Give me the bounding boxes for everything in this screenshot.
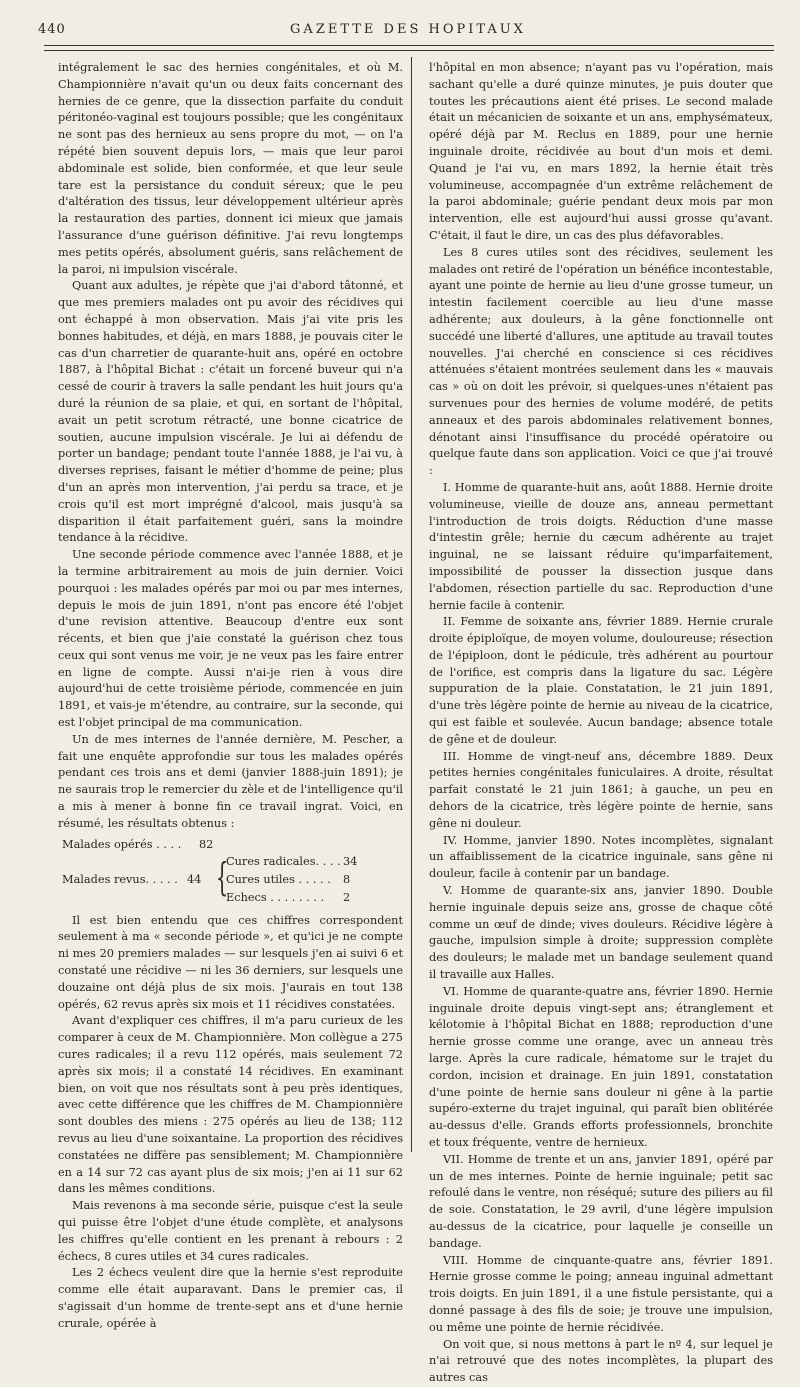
table-row-value: 82 <box>199 837 214 851</box>
table-subrow-value: 8 <box>343 872 351 886</box>
paragraph: On voit que, si nous mettons à part le nº 4, sur lequel je n'ai retrouvé que des notes incomplètes, la plupart des autres cas <box>429 1337 773 1385</box>
right-column <box>429 60 773 1387</box>
paragraph: Mais revenons à ma seconde série, puisque c'est la seule qui puisse être l'objet d'une étude complète, et analysons les chiffres qu'elle contient en les prenant à rebours : 2 échecs, 8 cures utiles et 34 cures radicales. <box>58 1199 403 1263</box>
observation-item: VIII. Homme de cinquante-quatre ans, février 1891. Hernie grosse comme le poing; anneau inguinal admettant trois doigts. En juin 1891, il a une fistule persistante, qui a donné passage à des fils de soie; je trouve une impulsion, ou même une pointe de hernie récidivée. <box>429 1253 773 1334</box>
observation-item: VI. Homme de quarante-quatre ans, février 1890. Hernie inguinale droite depuis vingt-sept ans; étranglement et kélotomie à l'hôpital Bichat en 1888; reproduction d'une hernie grosse comme une orange, avec un anneau très large. Après la cure radicale, hématome sur le trajet du cordon, incision et drainage. En juin 1891, constatation d'une pointe de hernie sans douleur ni gêne à la partie supéro-externe du trajet inguinal, qui paraît bien oblitérée au-dessus d'elle. Grands efforts professionnels, bronchite et toux fréquente, ventre de hernieux. <box>429 984 773 1149</box>
table-subrow-label: Echecs . . . . . . . . <box>226 890 325 904</box>
table-row-label: Malades revus. . . . . <box>62 872 178 886</box>
paragraph: Les 2 échecs veulent dire que la hernie s'est reproduite comme elle était auparavant. Dans le premier cas, il s'agissait d'un homme de trente-sept ans et d'une hernie crurale, opérée à <box>58 1266 403 1330</box>
observation-item: I. Homme de quarante-huit ans, août 1888. Hernie droite volumineuse, vieille de douze ans, anneau permettant l'introduction de trois doigts. Réduction d'une masse d'intestin grêle; hernie du cæcum adhérente au trajet inguinal, ne se laissant réduire qu'imparfaitement, impossibilité de pousser la dissection jusque dans l'abdomen, résection partielle du sac. Reproduction d'une hernie facile à contenir. <box>429 480 773 612</box>
header-rule-thick <box>44 45 774 46</box>
table-row-label: Malades opérés . . . . <box>62 837 182 851</box>
paragraph: Quant aux adultes, je répète que j'ai d'abord tâtonné, et que mes premiers malades ont pu avoir des récidives qui ont échappé à mon observation. Mais j'ai vite pris les bonnes habitudes, et déjà, en mars 1888, je pouvais citer le cas d'un charretier de quarante-huit ans, opéré en octobre 1887, à l'hôpital Bichat : c'était un forcené buveur qui n'a cessé de courir à travers la salle pendant les huit jours qu'a duré la réunion de sa plaie, et qui, en sortant de l'hôpital, avait un petit scrotum rétracté, une bonne cicatrice de soutien, aucune impulsion viscérale. Je lui ai défendu de porter un bandage; pendant toute l'année 1888, je l'ai vu, à diverses reprises, faisant le métier d'homme de peine; plus d'un an après mon intervention, j'ai perdu sa trace, et je crois qu'il est mort imprégné d'alcool, mais jusqu'à sa disparition il était parfaitement guéri, sans la moindre tendance à la récidive. <box>58 279 403 545</box>
left-column <box>58 60 403 1333</box>
header-rule-thin <box>44 50 774 51</box>
paragraph: Un de mes internes de l'année dernière, M. Pescher, a fait une enquête approfondie sur tous les malades opérés pendant ces trois ans et demi (janvier 1888-juin 1891); je ne saurais trop le remercier du zèle et de l'intelligence qu'il a mis à mener à bonne fin ce travail ingrat. Voici, en résumé, les résultats obtenus : <box>58 732 403 830</box>
table-subrow-label: Cures utiles . . . . . <box>226 872 331 886</box>
paragraph: intégralement le sac des hernies congénitales, et où M. Championnière n'avait qu'un ou deux faits concernant des hernies de ce genre, que la dissection parfaite du conduit péritonéo-vaginal est toujours possible; que les congénitaux ne sont pas des hernieux au sens propre du mot, — on l'a répété bien souvent depuis lors, — mais que leur paroi abdominale est solide, bien conformée, et que leur seule tare est la persistance du conduit séreux; que le peu d'altération des tissus, leur développement ultérieur après la restauration des parties, donnent ici mieux que jamais l'assurance d'une guérison définitive. J'ai revu longtemps mes petits opérés, absolument guéris, sans relâchement de la paroi, ni impulsion viscérale. <box>58 61 403 276</box>
table-row-value: 44 <box>187 872 202 886</box>
table-subrow-label: Cures radicales. . . . <box>226 854 341 868</box>
observation-item: IV. Homme, janvier 1890. Notes incomplètes, signalant un affaiblissement de la cicatrice inguinale, sans gêne ni douleur, facile à contenir par un bandage. <box>429 833 773 881</box>
observation-item: VII. Homme de trente et un ans, janvier 1891, opéré par un de mes internes. Pointe de hernie inguinale; petit sac refoulé dans le ventre, non réséqué; suture des piliers au fil de soie. Constatation, le 29 avril, d'une légère impulsion au-dessus de la cicatrice, pour laquelle je conseille un bandage. <box>429 1152 773 1250</box>
paragraph: Avant d'expliquer ces chiffres, il m'a paru curieux de les comparer à ceux de M. Championnière. Mon collègue a 275 cures radicales; il a revu 112 opérés, mais seulement 72 après six mois; il a constaté 14 récidives. En examinant bien, on voit que nos résultats sont à peu près identiques, avec cette différence que les chiffres de M. Championnière sont doubles des miens : 275 opérés au lieu de 138; 112 revus au lieu d'une soixantaine. La proportion des récidives constatées ne diffère pas sensiblement; M. Championnière en a 14 sur 72 cas ayant plus de six mois; j'en ai 11 sur 62 dans les mêmes conditions. <box>58 1014 403 1196</box>
observation-item: II. Femme de soixante ans, février 1889. Hernie crurale droite épiploïque, de moyen volume, douloureuse; résection de l'épiploon, dont le pédicule, très adhérent au pourtour de l'orifice, est compris dans la ligature du sac. Légère suppuration de la plaie. Constatation, le 21 juin 1891, d'une très légère pointe de hernie au niveau de la cicatrice, qui est faible et soulevée. Aucun bandage; absence totale de gêne et de douleur. <box>429 615 773 746</box>
brace-glyph: { <box>216 854 229 899</box>
paragraph: Il est bien entendu que ces chiffres correspondent seulement à ma « seconde période », et qu'ici je ne compte ni mes 20 premiers malades — sur lesquels j'en ai suivi 6 et constaté une récidive — ni les 36 derniers, sur lesquels une douzaine ont déjà plus de six mois. J'aurais en tout 138 opérés, 62 revus après six mois et 11 récidives constatées. <box>58 913 403 1011</box>
table-subrow-value: 2 <box>343 890 351 904</box>
paragraph: l'hôpital en mon absence; n'ayant pas vu l'opération, mais sachant qu'elle a duré quinze minutes, je puis douter que toutes les précautions aient été prises. Le second malade était un mécanicien de soixante et un ans, emphysémateux, opéré déjà par M. Reclus en 1889, pour une hernie inguinale droite, récidivée au bout d'un mois et demi. Quand je l'ai vu, en mars 1892, la hernie était très volumineuse, accompagnée d'un extrême relâchement de la paroi abdominale; guérie pendant deux mois par mon intervention, elle est aujourd'hui aussi grosse qu'avant. C'était, il faut le dire, un cas des plus défavorables. <box>429 61 773 242</box>
column-separator <box>411 57 412 1152</box>
observation-item: III. Homme de vingt-neuf ans, décembre 1889. Deux petites hernies congénitales funiculaires. A droite, résultat parfait constaté le 21 juin 1861; à gauche, un peu en dehors de la cicatrice, très légère pointe de hernie, sans gêne ni douleur. <box>429 749 773 830</box>
observation-item: V. Homme de quarante-six ans, janvier 1890. Double hernie inguinale depuis seize ans, grosse de chaque côté comme un œuf de dinde; vives douleurs. Récidive légère à gauche, impulsion simple à droite; suppression complète des douleurs; le malade met un bandage seulement quand il travaille aux Halles. <box>429 884 773 982</box>
page-number: 440 <box>38 22 66 37</box>
paragraph: Les 8 cures utiles sont des récidives, seulement les malades ont retiré de l'opération un bénéfice incontestable, ayant une pointe de hernie au lieu d'une grosse tumeur, un intestin facilement coercible au lieu d'une masse adhérente; aux douleurs, à la gêne fonctionnelle ont succédé une liberté d'allures, une aptitude au travail toutes nouvelles. J'ai cherché en conscience si ces récidives atténuées s'étaient montrées seulement dans les « mauvais cas » où on doit les prévoir, si quelques-unes n'étaient pas survenues pour des hernies de volume modéré, de petits anneaux et des parois abdominales relativement bonnes, dénotant ainsi l'insuffisance du procédé opératoire ou quelque faute dans son application. Voici ce que j'ai trouvé : <box>429 245 773 478</box>
page-header <box>38 20 778 44</box>
table-subrow-value: 34 <box>343 854 358 868</box>
paragraph: Une seconde période commence avec l'année 1888, et je la termine arbitrairement au mois de juin dernier. Voici pourquoi : les malades opérés par moi ou par mes internes, depuis le mois de juin 1891, n'ont pas encore été l'objet d'une revision attentive. Beaucoup d'entre eux sont récents, et bien que j'aie constaté la guérison chez tous ceux qui sont venus me voir, je ne veux pas les faire entrer en ligne de compte. Aussi n'ai-je rien à vous dire aujourd'hui de cette troisième période, commencée en juin 1891, et vais-je m'étendre, au contraire, sur la seconde, qui est l'objet principal de ma communication. <box>58 548 403 730</box>
journal-title: GAZETTE DES HOPITAUX <box>290 22 526 37</box>
results-table <box>58 837 403 909</box>
